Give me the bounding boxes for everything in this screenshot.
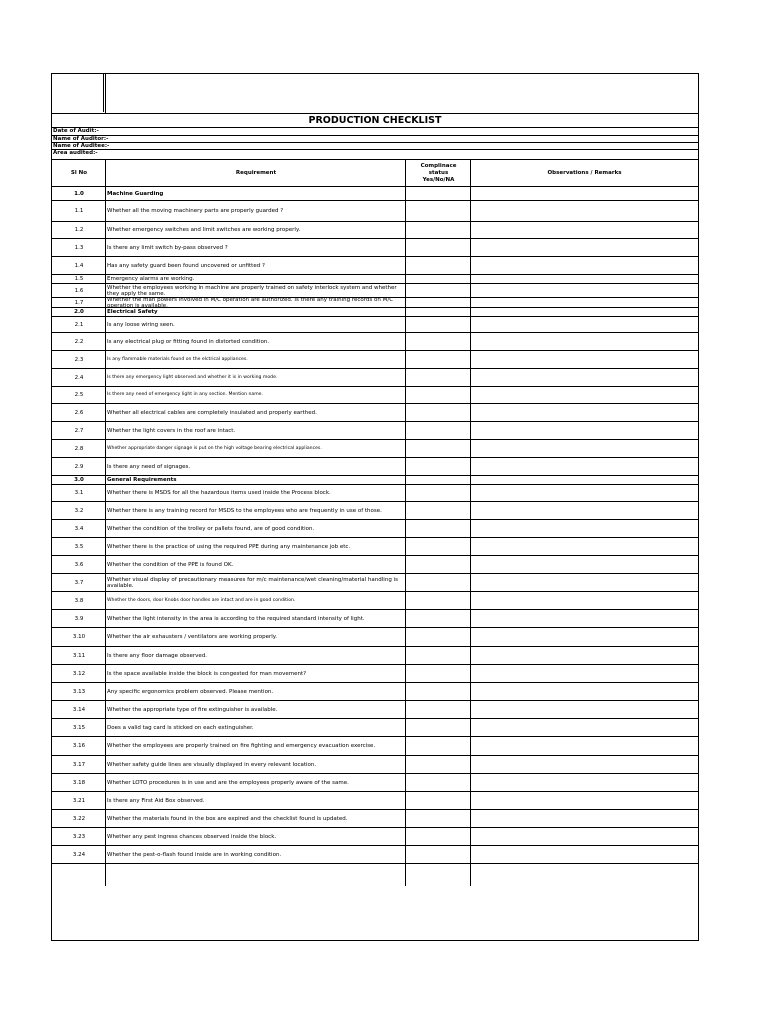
compliance-cell[interactable] <box>406 485 470 501</box>
sl-no-cell: 3.9 <box>74 615 84 622</box>
table-row <box>52 846 698 864</box>
sl-no-cell: 3.8 <box>74 597 84 604</box>
remarks-cell[interactable] <box>471 520 698 537</box>
table-row <box>52 333 698 351</box>
compliance-cell[interactable] <box>406 538 470 555</box>
compliance-cell[interactable] <box>406 628 470 646</box>
table-row <box>52 222 698 239</box>
name-of-auditor-label: Name of Auditor:- <box>53 136 109 142</box>
sl-no-cell: 2.9 <box>74 463 84 470</box>
requirement-cell: Is any loose wiring seen. <box>107 321 175 328</box>
sl-no-cell: 3.7 <box>74 579 84 586</box>
sl-no-cell: 3.18 <box>72 779 86 786</box>
compliance-cell[interactable] <box>406 665 470 682</box>
compliance-cell[interactable] <box>406 458 470 475</box>
compliance-cell[interactable] <box>406 610 470 627</box>
meta-rule-2 <box>52 142 698 143</box>
sl-no-cell: 3.15 <box>72 724 86 731</box>
table-row <box>52 369 698 387</box>
remarks-cell <box>471 187 698 200</box>
remarks-cell[interactable] <box>471 810 698 827</box>
remarks-cell[interactable] <box>471 440 698 457</box>
table-row <box>52 665 698 683</box>
remarks-cell[interactable] <box>471 538 698 555</box>
remarks-cell[interactable] <box>471 298 698 307</box>
compliance-cell[interactable] <box>406 440 470 457</box>
sl-no-cell: 1.0 <box>74 190 84 197</box>
sl-no-cell: 3.22 <box>72 815 86 822</box>
compliance-cell <box>406 187 470 200</box>
sl-no-cell: 1.6 <box>74 287 84 294</box>
section-row <box>52 187 698 201</box>
requirement-cell: Whether the employees are properly trained on fire fighting and emergency evacuation exercise. <box>107 743 376 749</box>
compliance-cell[interactable] <box>406 404 470 421</box>
sl-no-cell: 3.11 <box>72 652 86 659</box>
compliance-cell[interactable] <box>406 828 470 845</box>
remarks-cell[interactable] <box>471 701 698 718</box>
requirement-cell: Whether visual display of precautionary measures for m/c maintenance/wet cleaning/material handling is available. <box>107 576 398 589</box>
compliance-cell[interactable] <box>406 275 470 283</box>
table-row <box>52 485 698 502</box>
sl-no-cell: 3.12 <box>72 670 86 677</box>
remarks-cell[interactable] <box>471 239 698 256</box>
page-title: PRODUCTION CHECKLIST <box>308 115 442 126</box>
remarks-cell[interactable] <box>471 665 698 682</box>
sl-no-cell: 3.5 <box>74 543 84 550</box>
compliance-cell[interactable] <box>406 239 470 256</box>
compliance-cell[interactable] <box>406 683 470 700</box>
section-row <box>52 476 698 485</box>
table-row <box>52 574 698 592</box>
remarks-cell[interactable] <box>471 774 698 791</box>
compliance-cell[interactable] <box>406 719 470 736</box>
requirement-cell: Whether the condition of the trolley or pallets found, are of good condition. <box>107 525 315 532</box>
sl-no-cell: 3.17 <box>72 761 86 768</box>
remarks-cell <box>471 308 698 316</box>
compliance-cell[interactable] <box>406 846 470 863</box>
sl-no-cell: 3.21 <box>72 797 86 804</box>
remarks-cell[interactable] <box>471 284 698 297</box>
table-row <box>52 774 698 792</box>
requirement-cell: Whether the materials found in the box are expired and the checklist found is updated. <box>107 815 348 822</box>
remarks-cell[interactable] <box>471 737 698 755</box>
table-row <box>52 440 698 458</box>
requirement-cell: Whether the pest-o-flash found inside are in working condition. <box>107 851 282 858</box>
table-row <box>52 404 698 422</box>
compliance-cell[interactable] <box>406 810 470 827</box>
compliance-cell[interactable] <box>406 257 470 274</box>
requirement-cell: Whether the man powers involved in M/C operation are authorized. Is there any training records on M/C operation is available. <box>107 296 394 309</box>
remarks-cell[interactable] <box>471 647 698 664</box>
requirement-cell: Whether emergency switches and limit switches are working properly. <box>107 227 301 233</box>
table-row <box>52 756 698 774</box>
compliance-cell[interactable] <box>406 774 470 791</box>
sl-no-cell: 2.1 <box>74 321 84 328</box>
header-observations: Observations / Remarks <box>547 170 622 176</box>
sl-no-cell: 2.8 <box>74 445 84 452</box>
remarks-cell[interactable] <box>471 792 698 809</box>
requirement-cell: Whether the air exhausters / ventilators are working properly. <box>107 634 277 640</box>
table-row <box>52 701 698 719</box>
sl-no-cell: 3.14 <box>72 706 86 713</box>
sl-no-cell: 2.4 <box>74 374 84 381</box>
remarks-cell[interactable] <box>471 257 698 274</box>
requirement-cell: Is there any First Aid Box observed. <box>107 797 205 804</box>
requirement-cell: Is any flammable materials found on the elctrical appliances. <box>107 356 248 362</box>
remarks-cell <box>471 476 698 484</box>
table-row <box>52 298 698 308</box>
sl-no-cell: 3.24 <box>72 851 86 858</box>
remarks-cell[interactable] <box>471 846 698 863</box>
meta-rule-1 <box>52 135 698 136</box>
requirement-cell: Any specific ergonomics problem observed. Please mention. <box>107 688 274 695</box>
remarks-cell[interactable] <box>471 387 698 403</box>
compliance-cell[interactable] <box>406 592 470 609</box>
sl-no-cell: 3.6 <box>74 561 84 568</box>
compliance-cell[interactable] <box>406 647 470 664</box>
sl-no-cell: 1.3 <box>74 244 84 251</box>
table-row <box>52 810 698 828</box>
sl-no-cell: 2.5 <box>74 392 84 398</box>
requirement-cell: Whether the light covers in the roof are intact. <box>107 427 236 434</box>
table-row <box>52 556 698 574</box>
remarks-cell[interactable] <box>471 828 698 845</box>
compliance-cell <box>406 476 470 484</box>
sl-no-cell: 3.2 <box>74 507 84 514</box>
table-row <box>52 647 698 665</box>
requirement-cell: Whether the appropriate type of fire extinguisher is available. <box>107 706 278 713</box>
requirement-cell: Is there any limit switch by-pass observed ? <box>107 244 228 251</box>
requirement-cell: Machine Guarding <box>107 190 164 197</box>
compliance-cell[interactable] <box>406 317 470 332</box>
sl-no-cell: 1.1 <box>74 208 84 214</box>
date-of-audit-label: Date of Audit:- <box>53 128 99 134</box>
requirement-cell: Is there any need of signages. <box>107 463 191 470</box>
compliance-cell[interactable] <box>406 556 470 573</box>
requirement-cell: Is there any emergency light observed and whether it is in working mode. <box>107 374 278 380</box>
compliance-cell[interactable] <box>406 284 470 297</box>
compliance-cell[interactable] <box>406 502 470 519</box>
table-row <box>52 239 698 257</box>
requirement-cell: Whether there is the practice of using the required PPE during any maintenance job etc. <box>107 543 351 550</box>
remarks-cell[interactable] <box>471 422 698 439</box>
sl-no-cell: 2.7 <box>74 427 84 434</box>
remarks-cell[interactable] <box>471 275 698 283</box>
compliance-cell[interactable] <box>406 369 470 386</box>
compliance-cell[interactable] <box>406 351 470 368</box>
sl-no-cell: 2.3 <box>74 356 84 363</box>
requirement-cell: Whether the doors, door Knobs door handles are intact and are in good condition. <box>107 597 296 603</box>
compliance-cell[interactable] <box>406 574 470 591</box>
remarks-cell[interactable] <box>471 404 698 421</box>
compliance-cell[interactable] <box>406 201 470 221</box>
requirement-cell: Electrical Safety <box>107 309 158 315</box>
requirement-cell: Is any electrical plug or fitting found in distorted condition. <box>107 338 270 345</box>
sl-no-cell: 3.4 <box>74 525 84 532</box>
compliance-cell[interactable] <box>406 333 470 350</box>
table-row <box>52 628 698 647</box>
compliance-cell[interactable] <box>406 222 470 238</box>
sl-no-cell: 3.1 <box>74 490 84 496</box>
remarks-cell[interactable] <box>471 351 698 368</box>
requirement-cell: Whether appropriate danger signage is put on the high voltage bearing electrical appliances. <box>107 445 322 451</box>
section-row <box>52 308 698 317</box>
requirement-cell: Whether safety guide lines are visually displayed in every relevant location. <box>107 761 317 768</box>
table-row <box>52 458 698 476</box>
compliance-cell[interactable] <box>406 737 470 755</box>
table-row <box>52 683 698 701</box>
table-row <box>52 719 698 737</box>
requirement-cell: Whether all electrical cables are completely insulated and properly earthed. <box>107 409 317 416</box>
compliance-cell[interactable] <box>406 792 470 809</box>
compliance-cell[interactable] <box>406 701 470 718</box>
table-row <box>52 387 698 404</box>
table-row <box>52 520 698 538</box>
table-row <box>52 351 698 369</box>
remarks-cell[interactable] <box>471 592 698 609</box>
remarks-cell[interactable] <box>471 485 698 501</box>
compliance-cell[interactable] <box>406 298 470 307</box>
remarks-cell[interactable] <box>471 756 698 773</box>
requirement-cell: Is the space available inside the block is congested for man movement? <box>107 670 307 677</box>
requirement-cell: Does a valid tag card is sticked on each extinguisher. <box>107 724 254 731</box>
remarks-cell[interactable] <box>471 458 698 475</box>
requirement-cell: Emergency alarms are working. <box>107 276 195 282</box>
remarks-cell[interactable] <box>471 222 698 238</box>
requirement-cell: Whether LOTO procedures is in use and are the employees properly aware of the same. <box>107 779 349 786</box>
requirement-cell: Has any safety guard been found uncovered or unfitted ? <box>107 262 265 269</box>
header-compliance-status: Complinace status Yes/No/NA <box>420 163 457 183</box>
remarks-cell[interactable] <box>471 333 698 350</box>
remarks-cell[interactable] <box>471 556 698 573</box>
sl-no-cell: 1.2 <box>74 227 84 233</box>
sl-no-cell: 2.6 <box>74 409 84 416</box>
header-sl-no: Sl No <box>70 170 88 176</box>
compliance-cell[interactable] <box>406 756 470 773</box>
table-row <box>52 317 698 333</box>
sl-no-cell: 1.4 <box>74 262 84 269</box>
remarks-cell[interactable] <box>471 610 698 627</box>
table-row <box>52 275 698 284</box>
compliance-cell[interactable] <box>406 422 470 439</box>
area-audited-label: Area audited:- <box>53 150 98 156</box>
checklist-sheet <box>51 73 699 941</box>
requirement-cell: Is there any need of emergency light in any section. Mention name. <box>107 392 263 397</box>
requirement-cell: Is there any floor damage observed. <box>107 652 208 659</box>
table-row <box>52 828 698 846</box>
remarks-cell[interactable] <box>471 574 698 591</box>
table-row <box>52 201 698 222</box>
table-row <box>52 257 698 275</box>
sl-no-cell: 3.13 <box>72 688 86 695</box>
requirement-cell: Whether the condition of the PPE is found OK. <box>107 561 234 568</box>
requirement-cell: Whether there is MSDS for all the hazardous items used inside the Process block. <box>107 490 331 496</box>
name-of-auditee-label: Name of Auditee:- <box>53 143 110 149</box>
requirement-cell: Whether the employees working in machine are properly trained on safety interlock system and whether they apply the same. <box>107 284 397 297</box>
compliance-cell[interactable] <box>406 520 470 537</box>
requirement-cell: Whether the light intensity in the area is according to the required standard intensity of light. <box>107 615 365 622</box>
sl-no-cell: 2.0 <box>74 309 84 315</box>
requirement-cell: Whether any pest ingress chances observed inside the block. <box>107 833 277 840</box>
remarks-cell[interactable] <box>471 719 698 736</box>
requirement-cell: Whether all the moving machinery parts are properly guarded ? <box>107 208 284 214</box>
sl-no-cell: 1.5 <box>74 276 84 282</box>
table-row <box>52 792 698 810</box>
header-requirement: Requirement <box>235 170 277 176</box>
sl-no-cell: 1.7 <box>74 299 84 306</box>
sl-no-cell: 3.16 <box>72 743 86 749</box>
table-row <box>52 592 698 610</box>
remarks-cell[interactable] <box>471 628 698 646</box>
table-row <box>52 538 698 556</box>
logo-box <box>52 74 106 114</box>
table-row <box>52 502 698 520</box>
table-row <box>52 737 698 756</box>
requirement-cell: General Requirements <box>107 477 177 483</box>
meta-rule-3 <box>52 149 698 150</box>
remarks-cell[interactable] <box>471 683 698 700</box>
table-row <box>52 422 698 440</box>
sl-no-cell: 3.0 <box>74 477 84 483</box>
sl-no-cell: 3.10 <box>72 634 86 640</box>
sl-no-cell: 3.23 <box>72 833 86 840</box>
compliance-cell <box>406 308 470 316</box>
compliance-cell[interactable] <box>406 387 470 403</box>
title-bottom-rule <box>52 127 698 128</box>
remarks-cell[interactable] <box>471 502 698 519</box>
remarks-cell[interactable] <box>471 201 698 221</box>
remarks-cell[interactable] <box>471 369 698 386</box>
remarks-cell[interactable] <box>471 317 698 332</box>
logo-placeholder <box>54 74 104 112</box>
sl-no-cell: 2.2 <box>74 338 84 345</box>
requirement-cell: Whether there is any training record for MSDS to the employees who are frequently in use of those. <box>107 507 382 514</box>
table-row <box>52 610 698 628</box>
